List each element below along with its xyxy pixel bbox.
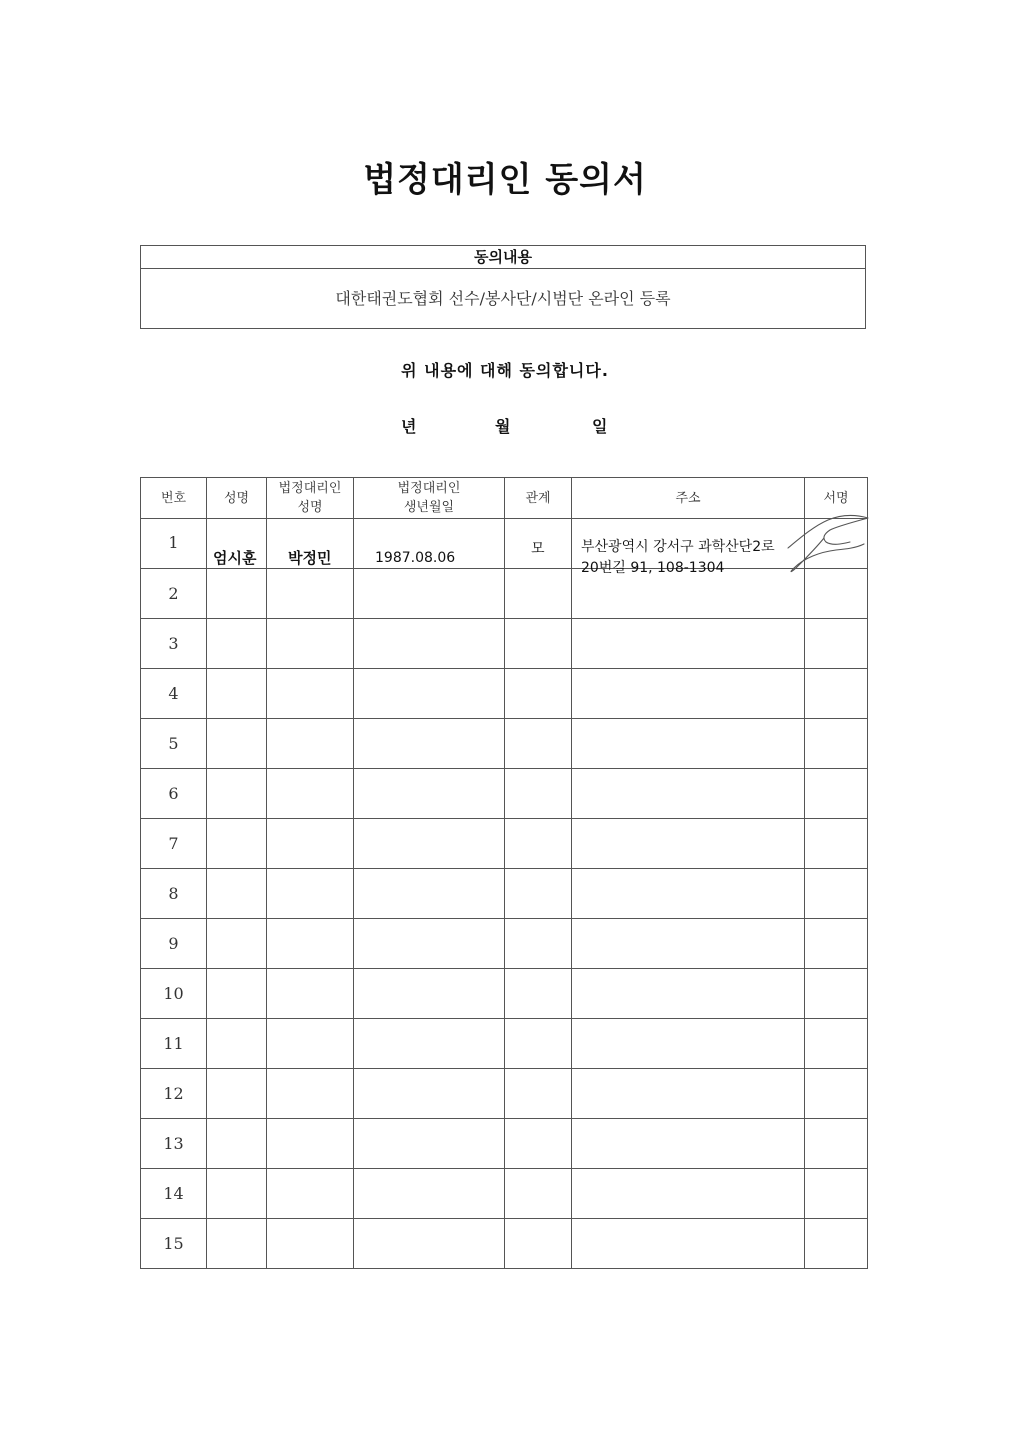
guardian-name-cell[interactable]: [267, 619, 354, 669]
signature-cell[interactable]: [805, 1019, 868, 1069]
guardian-name-value: 박정민: [288, 549, 332, 567]
name-cell[interactable]: [207, 1219, 267, 1269]
relation-cell[interactable]: [505, 1169, 572, 1219]
header-guardian-name-line1: 법정대리인: [278, 481, 342, 496]
name-cell[interactable]: [207, 669, 267, 719]
table-row: [141, 869, 868, 919]
relation-cell[interactable]: [505, 669, 572, 719]
guardian-name-cell[interactable]: [267, 1219, 354, 1269]
guardian-birth-cell[interactable]: [354, 1069, 505, 1119]
table-row: [141, 719, 868, 769]
relation-value: 모: [531, 541, 545, 557]
row-number: 12: [141, 1069, 207, 1119]
handwritten-signature: [780, 508, 872, 578]
guardian-name-cell[interactable]: [267, 769, 354, 819]
date-month-label: 월: [495, 417, 511, 436]
guardian-name-cell[interactable]: [267, 969, 354, 1019]
signature-cell[interactable]: [805, 969, 868, 1019]
consent-header: 동의내용: [141, 246, 865, 269]
header-guardian-birth-line1: 법정대리인: [397, 481, 461, 496]
name-cell[interactable]: [207, 969, 267, 1019]
address-cell[interactable]: [572, 969, 805, 1019]
name-cell[interactable]: [207, 769, 267, 819]
table-row: [141, 519, 868, 569]
guardian-birth-cell[interactable]: [354, 619, 505, 669]
header-guardian-name: [267, 478, 354, 519]
relation-cell[interactable]: [505, 719, 572, 769]
address-cell[interactable]: [572, 819, 805, 869]
header-name: 성명: [207, 478, 267, 519]
relation-cell[interactable]: [505, 619, 572, 669]
table-row: [141, 769, 868, 819]
guardian-birth-cell[interactable]: [354, 1169, 505, 1219]
signature-cell[interactable]: [805, 769, 868, 819]
name-cell[interactable]: [207, 1069, 267, 1119]
date-year-label: 년: [401, 417, 417, 436]
guardian-birth-cell[interactable]: [354, 919, 505, 969]
address-cell[interactable]: [572, 1069, 805, 1119]
guardian-birth-cell[interactable]: [354, 1119, 505, 1169]
guardian-birth-cell[interactable]: [354, 1019, 505, 1069]
relation-cell[interactable]: [505, 919, 572, 969]
relation-cell[interactable]: [505, 569, 572, 619]
row-number: 8: [141, 869, 207, 919]
table-row: [141, 1219, 868, 1269]
header-guardian-name-line2: 성명: [297, 500, 323, 515]
row-number: 13: [141, 1119, 207, 1169]
address-cell[interactable]: [572, 1169, 805, 1219]
relation-cell[interactable]: [505, 1219, 572, 1269]
address-cell[interactable]: [572, 1219, 805, 1269]
guardian-name-cell[interactable]: [267, 1019, 354, 1069]
row-number: 4: [141, 669, 207, 719]
consent-content: 대한태권도협회 선수/봉사단/시범단 온라인 등록: [335, 289, 671, 308]
guardian-name-cell[interactable]: [267, 919, 354, 969]
table-row: [141, 969, 868, 1019]
name-cell[interactable]: [207, 819, 267, 869]
guardian-name-cell[interactable]: [267, 1169, 354, 1219]
name-value: 엄시훈: [213, 549, 257, 567]
guardian-name-cell[interactable]: [267, 1069, 354, 1119]
guardian-birth-cell[interactable]: [354, 719, 505, 769]
address-cell[interactable]: [572, 919, 805, 969]
name-cell[interactable]: [207, 719, 267, 769]
guardian-name-cell[interactable]: [267, 719, 354, 769]
row-number: 7: [141, 819, 207, 869]
relation-cell[interactable]: [505, 969, 572, 1019]
address-cell[interactable]: [572, 669, 805, 719]
signature-cell[interactable]: [805, 619, 868, 669]
name-cell[interactable]: [207, 1119, 267, 1169]
agree-statement: 위 내용에 대해 동의합니다.: [401, 361, 609, 380]
table-row: [141, 819, 868, 869]
table-header-row: [141, 478, 868, 519]
relation-cell[interactable]: [505, 1019, 572, 1069]
header-relation: 관계: [505, 478, 572, 519]
row-number: 11: [141, 1019, 207, 1069]
relation-cell[interactable]: [505, 869, 572, 919]
address-cell[interactable]: [572, 1019, 805, 1069]
table-row: [141, 1169, 868, 1219]
name-cell[interactable]: [207, 519, 267, 569]
guardian-birth-cell[interactable]: [354, 1219, 505, 1269]
guardian-birth-cell[interactable]: [354, 819, 505, 869]
signature-cell[interactable]: [805, 1069, 868, 1119]
name-cell[interactable]: [207, 569, 267, 619]
signature-cell[interactable]: [805, 1169, 868, 1219]
guardian-table: [140, 477, 868, 1269]
signature-cell[interactable]: [805, 919, 868, 969]
relation-cell[interactable]: [505, 819, 572, 869]
row-number: 1: [141, 519, 207, 569]
guardian-birth-value: 1987.08.06: [375, 550, 456, 566]
table-row: [141, 1069, 868, 1119]
signature-cell[interactable]: [805, 1119, 868, 1169]
header-address: 주소: [572, 478, 805, 519]
relation-cell[interactable]: [505, 1119, 572, 1169]
header-guardian-birth-line2: 생년월일: [403, 500, 455, 515]
row-number: 2: [141, 569, 207, 619]
guardian-birth-cell[interactable]: [354, 769, 505, 819]
guardian-birth-cell[interactable]: [354, 669, 505, 719]
address-cell[interactable]: [572, 619, 805, 669]
name-cell[interactable]: [207, 1169, 267, 1219]
document-title: 법정대리인 동의서: [363, 160, 647, 200]
signature-cell[interactable]: [805, 719, 868, 769]
name-cell[interactable]: [207, 919, 267, 969]
guardian-name-cell[interactable]: [267, 869, 354, 919]
header-guardian-birth: [354, 478, 505, 519]
address-value: 부산광역시 강서구 과학산단2로 20번길 91, 108-1304: [581, 539, 775, 576]
guardian-name-cell[interactable]: [267, 569, 354, 619]
name-cell[interactable]: [207, 619, 267, 669]
guardian-birth-cell[interactable]: [354, 869, 505, 919]
table-row: [141, 919, 868, 969]
row-number: 15: [141, 1219, 207, 1269]
guardian-name-cell[interactable]: [267, 1119, 354, 1169]
table-row: [141, 619, 868, 669]
guardian-name-cell[interactable]: [267, 669, 354, 719]
row-number: 10: [141, 969, 207, 1019]
guardian-birth-cell[interactable]: [354, 569, 505, 619]
relation-cell[interactable]: [505, 769, 572, 819]
address-cell[interactable]: [572, 869, 805, 919]
address-cell[interactable]: [572, 719, 805, 769]
header-number: 번호: [141, 478, 207, 519]
signature-cell[interactable]: [805, 669, 868, 719]
guardian-name-cell[interactable]: [267, 519, 354, 569]
table-row: [141, 1119, 868, 1169]
row-number: 9: [141, 919, 207, 969]
address-cell[interactable]: [572, 1119, 805, 1169]
table-row: [141, 1019, 868, 1069]
row-number: 3: [141, 619, 207, 669]
guardian-birth-cell[interactable]: [354, 969, 505, 1019]
address-cell[interactable]: [572, 769, 805, 819]
signature-cell[interactable]: [805, 819, 868, 869]
row-number: 5: [141, 719, 207, 769]
header-signature: 서명: [805, 478, 868, 519]
signature-cell[interactable]: [805, 869, 868, 919]
address-cell[interactable]: [572, 519, 805, 576]
relation-cell[interactable]: [505, 1069, 572, 1119]
guardian-name-cell[interactable]: [267, 819, 354, 869]
name-cell[interactable]: [207, 1019, 267, 1069]
date-day-label: 일: [592, 417, 608, 436]
table-row: [141, 669, 868, 719]
row-number: 6: [141, 769, 207, 819]
signature-cell[interactable]: [805, 1219, 868, 1269]
guardian-birth-cell[interactable]: [354, 519, 505, 569]
row-number: 14: [141, 1169, 207, 1219]
relation-cell[interactable]: [505, 519, 572, 569]
consent-box: [140, 245, 866, 329]
name-cell[interactable]: [207, 869, 267, 919]
